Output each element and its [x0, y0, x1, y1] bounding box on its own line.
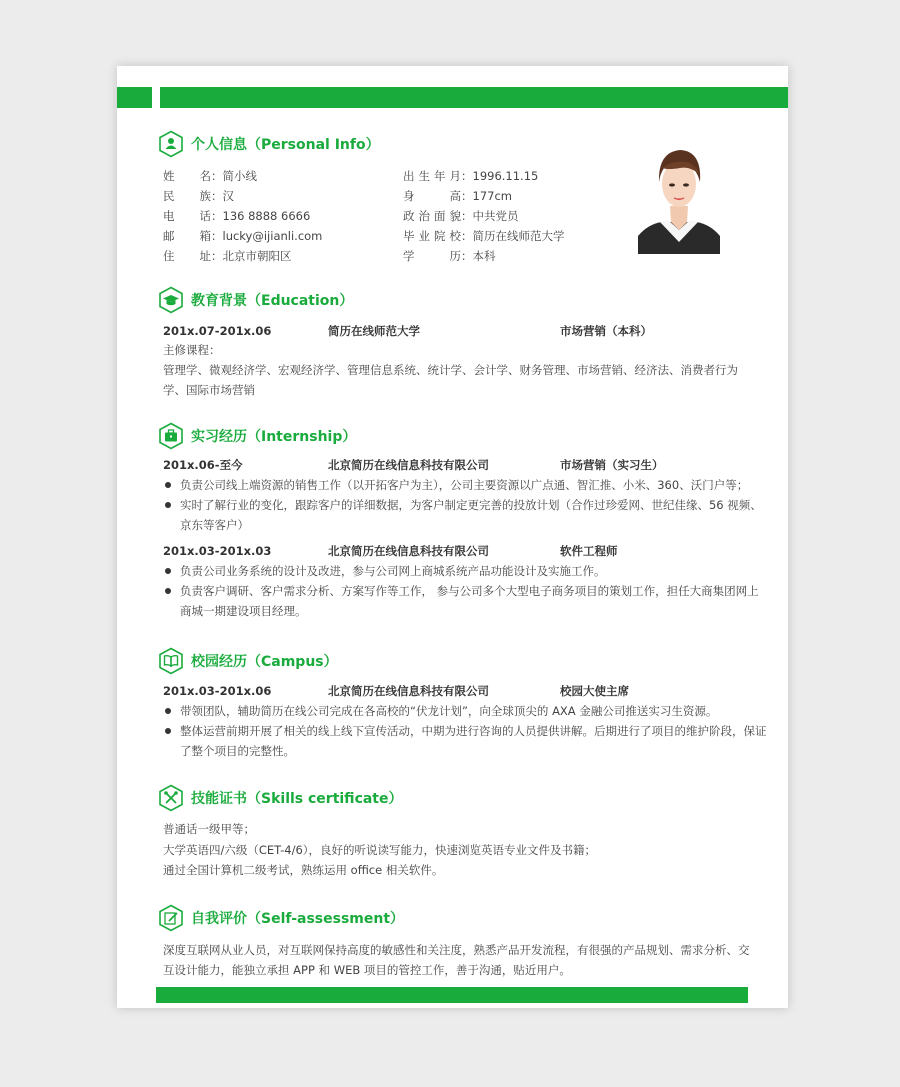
- section-title: 校园经历（Campus）: [191, 654, 338, 670]
- person-icon: [158, 130, 184, 158]
- section-title: 技能证书（Skills certificate）: [191, 791, 403, 807]
- section-self-header: [158, 904, 404, 932]
- header-accent-block: [117, 87, 152, 108]
- campus-period: 201x.03-201x.06: [163, 684, 272, 698]
- internship-2-company: 北京简历在线信息科技有限公司: [328, 544, 489, 558]
- info-phone: 电话：136 8888 6666: [163, 209, 311, 223]
- courses-list: 管理学、微观经济学、宏观经济学、管理信息系统、统计学、会计学、财务管理、市场营销、经济法、消费者行为学、国际市场营销: [163, 363, 738, 397]
- book-icon: [158, 647, 184, 675]
- graduation-cap-icon: [158, 286, 184, 314]
- section-education-header: [158, 286, 353, 314]
- list-item: 负责公司线上端资源的销售工作（以开拓客户为主），公司主要资源以广点通、智汇推、小米、360、沃门户等；: [163, 475, 770, 495]
- info-name: 姓名：简小线: [163, 169, 257, 183]
- skill-line: 通过全国计算机二级考试，熟练运用 office 相关软件。: [163, 863, 444, 877]
- section-title: 自我评价（Self-assessment）: [191, 911, 405, 927]
- info-degree: 学历：本科: [403, 249, 496, 263]
- info-email: 邮箱：lucky@ijianli.com: [163, 229, 323, 243]
- resume-page: [117, 66, 788, 1008]
- section-campus-header: [158, 647, 338, 675]
- list-item: 负责客户调研、客户需求分析、方案写作等工作， 参与公司多个大型电子商务项目的策划工作，担任大商集团网上商城一期建设项目经理。: [163, 581, 770, 621]
- internship-2-role: 软件工程师: [560, 544, 618, 558]
- campus-company: 北京简历在线信息科技有限公司: [328, 684, 489, 698]
- info-birth: 出生年月：1996.11.15: [403, 169, 539, 183]
- courses-label: 主修课程：: [163, 343, 221, 357]
- skill-line: 普通话一级甲等；: [163, 822, 255, 836]
- internship-1-period: 201x.06-至今: [163, 458, 243, 472]
- info-height: 身高：177cm: [403, 189, 512, 203]
- campus-role: 校园大使主席: [560, 684, 629, 698]
- tools-icon: [158, 784, 184, 812]
- internship-2-period: 201x.03-201x.03: [163, 544, 272, 558]
- skill-line: 大学英语四/六级（CET-4/6），良好的听说读写能力，快速浏览英语专业文件及书籍；: [163, 843, 597, 857]
- info-address: 住址：北京市朝阳区: [163, 249, 292, 263]
- section-title: 教育背景（Education）: [191, 293, 354, 309]
- self-assessment-text: 深度互联网从业人员，对互联网保持高度的敏感性和关注度，熟悉产品开发流程，有很强的产品规划、需求分析、交互设计能力，能独立承担 APP 和 WEB 项目的管控工作，善于沟通，贴近用户。: [163, 943, 750, 977]
- list-item: 实时了解行业的变化，跟踪客户的详细数据，为客户制定更完善的投放计划（合作过珍爱网、世纪佳缘、56 视频、京东等客户）: [163, 495, 770, 535]
- header-accent-bar: [160, 87, 788, 108]
- section-skills-header: [158, 784, 403, 812]
- footer-accent-bar: [156, 987, 748, 1003]
- section-personal-header: [158, 130, 380, 158]
- internship-1-role: 市场营销（实习生）: [560, 458, 664, 472]
- section-title: 个人信息（Personal Info）: [191, 137, 380, 153]
- education-major: 市场营销（本科）: [560, 324, 652, 338]
- list-item: 负责公司业务系统的设计及改进，参与公司网上商城系统产品功能设计及实施工作。: [163, 561, 770, 581]
- briefcase-icon: [158, 422, 184, 450]
- list-item: 带领团队，辅助简历在线公司完成在各高校的“伏龙计划”，向全球顶尖的 AXA 金融公司推送实习生资源。: [163, 701, 770, 721]
- education-period: 201x.07-201x.06: [163, 324, 272, 338]
- section-title: 实习经历（Internship）: [191, 429, 357, 445]
- list-item: 整体运营前期开展了相关的线上线下宣传活动，中期为进行咨询的人员提供讲解。后期进行了项目的维护阶段，保证了整个项目的完整性。: [163, 721, 770, 761]
- education-school: 简历在线师范大学: [328, 324, 420, 338]
- internship-1-company: 北京简历在线信息科技有限公司: [328, 458, 489, 472]
- info-politics: 政治面貌：中共党员: [403, 209, 519, 223]
- info-ethnicity: 民族：汉: [163, 189, 234, 203]
- info-school: 毕业院校：简历在线师范大学: [403, 229, 565, 243]
- profile-photo: [638, 138, 720, 254]
- edit-icon: [158, 904, 184, 932]
- section-internship-header: [158, 422, 356, 450]
